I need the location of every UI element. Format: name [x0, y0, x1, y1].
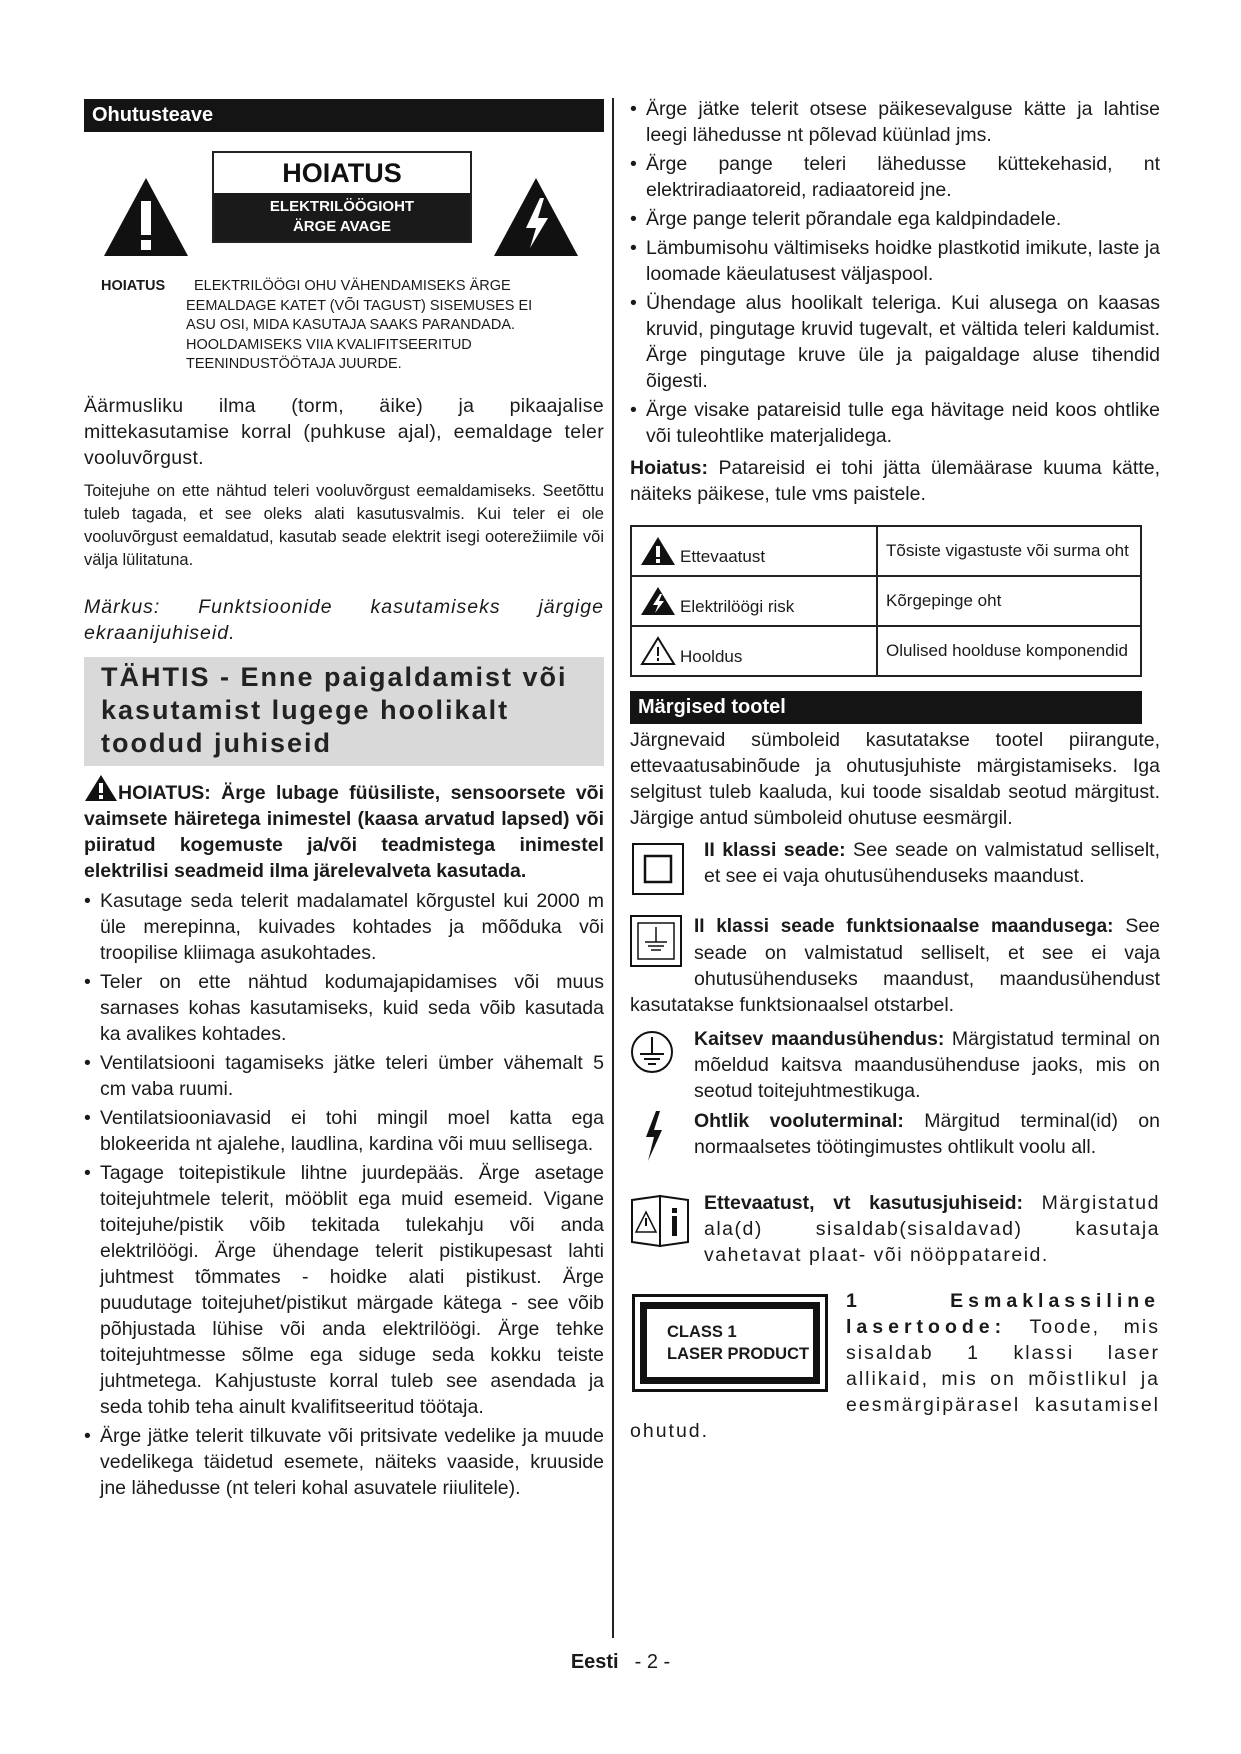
- bold-warning: [84, 774, 604, 884]
- hoiatus-sub-line2: ÄRGE AVAGE: [292, 218, 392, 235]
- note: Märkus: Funktsioonide kasutamiseks järgige ekraanijuhiseid.: [84, 596, 604, 644]
- warning-graphic: [84, 132, 604, 277]
- service-triangle-icon: [640, 636, 676, 666]
- table-row: [631, 626, 1141, 676]
- laser-label-line2: LASER PRODUCT: [667, 1345, 810, 1363]
- laser-label-line1: CLASS 1: [667, 1323, 737, 1341]
- hoiatus-subtitle: [214, 193, 470, 241]
- table-row: [631, 526, 1141, 576]
- risk-table: [630, 525, 1142, 677]
- laser-label: [632, 1294, 828, 1392]
- risk-cell-service: Hooldus: [631, 626, 877, 676]
- page-footer: [0, 1651, 1241, 1674]
- class2-text: II klassi seade: See seade on valmistatud selliselt, et see ei vaja ohutusühenduseks maandust.: [704, 839, 1161, 887]
- list-item: • Ventilatsiooni tagamiseks jätke teleri ümber vähemalt 5 cm vaba ruumi.: [84, 1050, 604, 1102]
- protective-earth-text: Kaitsev maandusühendus: Märgistatud terminal on mõeldud kaitsva maandusühenduse jaoks, mis on seotud toitejuhtmestikuga.: [694, 1028, 1161, 1102]
- class2-row: [630, 837, 1160, 911]
- risk-desc-service: Olulised hoolduse komponendid: [877, 626, 1141, 676]
- important-notice: TÄHTIS - Enne paigaldamist või kasutamist lugege hoolikalt toodud juhiseid: [84, 657, 604, 766]
- small-warning-text: EEMALDAGE KATET (VÕI TAGUST) SISEMUSES EI ASU OSI, MIDA KASUTAJA SAAKS PARANDADA. HOOLDAMISEKS VIIA KVALIFITSEERITUD TEENINDUSTÖÖTAJA JUURDE.: [186, 297, 533, 372]
- functional-earth-icon: [630, 915, 682, 967]
- page-number: - 2 -: [634, 1651, 671, 1673]
- small-warning: [84, 277, 604, 393]
- list-item: • Kasutage seda telerit madalamatel kõrgustel kui 2000 m üle merepinna, kuivades kohtades ja mõõduka või troopilise kliimaga asukohtades.: [84, 888, 604, 966]
- footer-language: Eesti: [570, 1651, 619, 1673]
- small-warning-label: HOIATUS: [101, 278, 166, 294]
- manual-caution-icon: [630, 1194, 690, 1248]
- laser-row: [630, 1288, 1160, 1444]
- warning-triangle-icon: [84, 774, 118, 802]
- list-item: • Teler on ette nähtud kodumajapidamises või muus sarnases kohas kasutamiseks, kuid seda võib kasutada ka avalikes kohtades.: [84, 969, 604, 1047]
- small-warning-line1: ELEKTRILÖÖGI OHU VÄHENDAMISEKS ÄRGE: [194, 278, 511, 294]
- section-title-safety: Ohutusteave: [84, 99, 604, 132]
- hoiatus-title: HOIATUS: [282, 158, 402, 188]
- shock-triangle-icon: [640, 586, 676, 616]
- battery-warning-text: Patareisid ei tohi jätta ülemäärase kuuma kätte, näiteks päikese, tule vms paistele.: [630, 457, 1160, 505]
- markings-intro: Järgnevaid sümboleid kasutatakse tootel piirangute, ettevaatusabinõude ja ohutusjuhiste märgistamiseks. Iga selgitust tuleb kaaluda, kui toode sisaldab seotud märgitust. Järgige antud sümboleid ohutuse eesmärgil.: [630, 729, 1160, 829]
- caution-triangle-icon: [640, 536, 676, 566]
- list-item: • Ärge jätke telerit tilkuvate või pritsivate vedelike ja muude vedelikega täidetud esemete, näiteks vaaside, kruuside jne lähedusse (nt teleri kohal asuvatele riiulitele).: [84, 1423, 604, 1501]
- protective-earth-row: [630, 1026, 1160, 1106]
- laser-text: Toode, mis sisaldab 1 klassi laser allikaid, mis on mõistlikul ja eesmärgipärasel kasutamisel ohutud.: [630, 1316, 1160, 1442]
- list-item: • Tagage toitepistikule lihtne juurdepääs. Ärge asetage toitejuhtmele telerit, mööblit ega muid esemeid. Vigane toitejuhe/pistik võib tekitada tulekahju või anda elektrilöögi. Ärge ühendage telerit pistikupesast lahti juhtmest tõmmates - hoidke alati pistikust. Ärge puudutage toitejuhet/pistikut märgade kätega - see võib põhjustada lühise või anda elektrilöögi. Ärge tehke toitejuhtmesse sõlme ega siduge seda kokku teiste juhtmetega. Kahjustuste korral tuleb see asendada ja seda tohib teha ainult kvalifitseeritud töötaja.: [84, 1160, 604, 1420]
- table-row: [631, 576, 1141, 626]
- lightning-triangle-icon: [492, 176, 580, 258]
- class2-fe-text: See seade on valmistatud selliselt, et see ei vaja ohutusühenduseks maandust, maandusühendust kasutatakse funktsionaalsel otstarbel.: [630, 915, 1161, 1016]
- hazardous-terminal-text: Ohtlik vooluterminal: Märgitud terminal(id) on normaalsetes töötingimustes ohtlikult voolu all.: [694, 1110, 1160, 1158]
- list-item: • Ventilatsiooniavasid ei tohi mingil moel katta ega blokeerida nt ajalehe, laudlina, kardina või muu sellisega.: [84, 1105, 604, 1157]
- battery-warning-label: Hoiatus:: [630, 457, 708, 479]
- risk-cell-shock: Elektrilöögi risk: [631, 576, 877, 626]
- risk-desc-shock: Kõrgepinge oht: [877, 576, 1141, 626]
- list-item: • Ärge jätke telerit otsese päikesevalguse kätte ja lahtise leegi lähedusse nt põlevad küünlad jms.: [630, 96, 1160, 148]
- list-item: • Ärge visake patareisid tulle ega hävitage neid koos ohtlike või tuleohtlike materjalidega.: [630, 397, 1160, 449]
- column-divider: [612, 98, 614, 1638]
- risk-desc-caution: Tõsiste vigastuste või surma oht: [877, 526, 1141, 576]
- class2-fe-title: II klassi seade funktsionaalse maandusega:: [694, 916, 1114, 937]
- class2-fe-row: [630, 913, 1160, 1018]
- hoiatus-box: [212, 151, 472, 243]
- hoiatus-sub-line1: ELEKTRILÖÖGIOHT: [269, 198, 415, 215]
- list-item: • Lämbumisohu vältimiseks hoidke plastkotid imikute, laste ja loomade käeulatusest väljaspool.: [630, 235, 1160, 287]
- list-item: • Ärge pange teleri lähedusse küttekehasid, nt elektriradiaatoreid, radiaatoreid jne.: [630, 151, 1160, 203]
- hazardous-terminal-row: [630, 1108, 1160, 1188]
- laser-label-inner: [640, 1302, 820, 1384]
- class2-double-square-icon: [632, 843, 684, 895]
- storm-paragraph: Äärmusliku ilma (torm, äike) ja pikaajalise mittekasutamise korral (puhkuse ajal), eemaldage teler vooluvõrgust.: [84, 395, 604, 469]
- lightning-bolt-icon: [642, 1110, 666, 1162]
- battery-caution-text: Ettevaatust, vt kasutusjuhiseid: Märgistatud ala(d) sisaldab(sisaldavad) kasutaja vahetavat plaat- või nööppatareid.: [704, 1192, 1160, 1266]
- laser-title: 1 Esmaklassiline lasertoode:: [846, 1290, 1160, 1338]
- right-bullet-list: [630, 96, 1160, 449]
- left-column: [84, 99, 604, 1504]
- power-cord-paragraph: Toitejuhe on ette nähtud teleri vooluvõrgust eemaldamiseks. Seetõttu tuleb tagada, et see oleks alati kasutusvalmis. Kui teler ei ole vooluvõrgust eemaldatud, kasutab seade elektrit isegi ooterežiimile või välja lülitatuna.: [84, 482, 604, 569]
- left-bullet-list: [84, 888, 604, 1501]
- right-column: [630, 92, 1160, 1444]
- protective-earth-icon: [630, 1030, 674, 1074]
- battery-caution-row: [630, 1190, 1160, 1270]
- list-item: • Ühendage alus hoolikalt teleriga. Kui alusega on kaasas kruvid, pingutage kruvid tugevalt, et vältida teleri kaldumist. Ärge pingutage kruve üle ja paigaldage aluse tihendid õigesti.: [630, 290, 1160, 394]
- exclamation-triangle-icon: [102, 176, 190, 258]
- bold-warning-text: HOIATUS: Ärge lubage füüsiliste, sensoorsete või vaimsete häiretega inimestel (kaasa arvatud lapsed) või piiratud kogemuste ja/või teadmistega inimestel elektrilisi seadmeid ilma järelevalveta kasutada.: [84, 782, 604, 882]
- risk-cell-caution: Ettevaatust: [631, 526, 877, 576]
- list-item: • Ärge pange telerit põrandale ega kaldpindadele.: [630, 206, 1160, 232]
- battery-warning: [630, 455, 1160, 507]
- section-title-markings: Märgised tootel: [630, 691, 1142, 724]
